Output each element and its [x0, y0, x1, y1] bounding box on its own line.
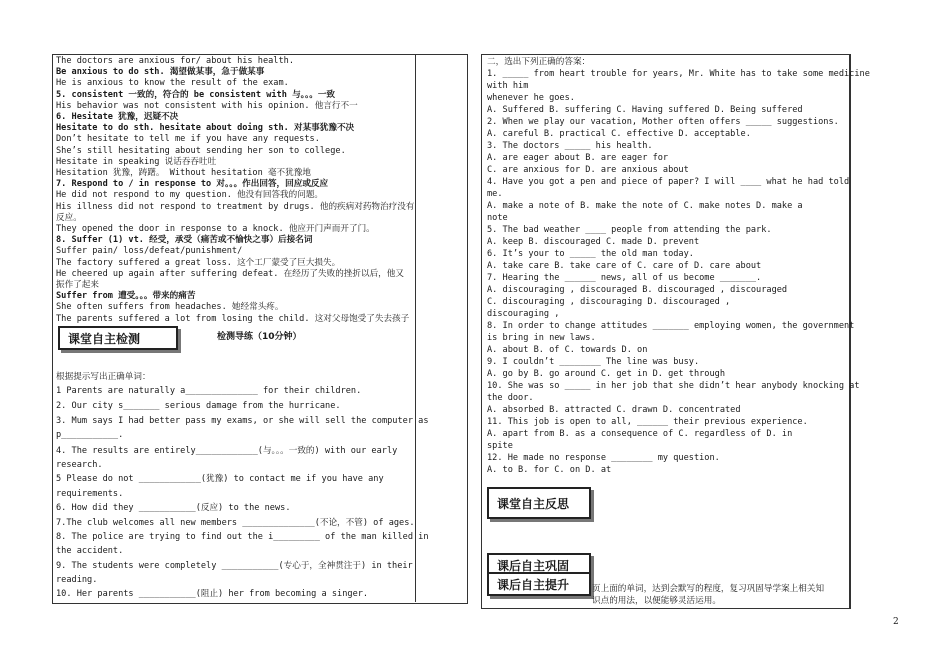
- exercise-line: 5 Please do not ____________(犹豫) to contact me if you have any: [56, 474, 384, 484]
- exercise-line: 8. The police are trying to find out the i_________ of the man killed in: [56, 532, 429, 542]
- question-line: 3. The doctors _____ his health.: [487, 141, 653, 151]
- question-line: note: [487, 213, 508, 223]
- question-line: A. make a note of B. make the note of C. make notes D. make a: [487, 201, 803, 211]
- note-line: 5. consistent 一致的，符合的 be consistent with 与。。。一致: [56, 89, 336, 100]
- note-line: They opened the door in response to a knock. 他应开门声而开了门。: [56, 224, 375, 234]
- note-line: She’s still hesitating about sending her son to college.: [56, 145, 346, 156]
- question-line: A. discouraging , discouraged B. discouraged , discouraged: [487, 285, 788, 295]
- note-line: She often suffers from headaches. 她经常头疼。: [56, 302, 284, 313]
- note-line: Hesitation 犹豫，踌躇。 Without hesitation 毫不犹豫地: [56, 168, 311, 178]
- left-banner-label: 课堂自主检测: [68, 331, 141, 346]
- exercise-line: 9. The students were completely ___________(专心于，全神贯注于) in their: [56, 561, 413, 571]
- question-line: spite: [487, 441, 513, 451]
- question-line: 12. He made no response ________ my question.: [487, 453, 720, 463]
- note-line: Suffer from 遭受。。。带来的痛苦: [56, 291, 196, 302]
- note-line: He cheered up again after suffering defeat. 在经历了失败的挫折以后，他又: [56, 268, 404, 279]
- note-line: Don’t hesitate to tell me if you have any requests.: [56, 134, 320, 145]
- note-line: 振作了起来: [56, 280, 99, 290]
- question-line: discouraging ,: [487, 309, 560, 319]
- question-line: A. about B. of C. towards D. on: [487, 345, 648, 355]
- exercise-line: the accident.: [56, 546, 124, 556]
- left-guide-title: 检测导练（10分钟）: [217, 332, 302, 342]
- question-line: C. discouraging , discouraging D. discouraged ,: [487, 297, 731, 307]
- question-line: A. to B. for C. on D. at: [487, 465, 612, 475]
- note-line: He did not respond to my question. 他没有回答我的问题。: [56, 190, 324, 201]
- page-number: 2: [893, 617, 899, 627]
- question-line: 1. _____ from heart trouble for years, Mr. White has to take some medicine: [487, 69, 870, 79]
- exercise-line: requirements.: [56, 489, 124, 499]
- question-line: A. absorbed B. attracted C. drawn D. concentrated: [487, 405, 741, 415]
- note-line: Hesitate in speaking 说话吞吞吐吐: [56, 156, 217, 167]
- note-line: He is anxious to know the result of the exam.: [56, 78, 289, 89]
- left-column-divider: [415, 54, 416, 602]
- exercise-line: 7.The club welcomes all new members ______________(不论，不管) of ages.: [56, 518, 415, 528]
- exercise-line: 1 Parents are naturally a______________ for their children.: [56, 386, 362, 396]
- note-line: 6. Hesitate 犹豫，迟疑不决: [56, 112, 179, 122]
- right-banner-2-label: 课后自主巩固: [497, 558, 570, 573]
- question-line: me.: [487, 189, 503, 199]
- exercise-line: 4. The results are entirely____________(与。。。一致的) with our early: [56, 446, 398, 456]
- note-line: His illness did not respond to treatment by drugs. 他的疾病对药物治疗没有: [56, 201, 415, 212]
- note-line: 7. Respond to / in response to 对。。。作出回答，回应或反应: [56, 179, 329, 190]
- question-line: 6. It’s your to _____ the old man today.: [487, 249, 694, 259]
- question-line: with him: [487, 81, 529, 91]
- question-line: A. keep B. discouraged C. made D. prevent: [487, 237, 700, 247]
- question-line: A. go by B. go around C. get in D. get through: [487, 369, 725, 379]
- right-reflection-banner: [487, 487, 591, 519]
- right-banner-3-label: 课后自主提升: [497, 577, 570, 592]
- question-line: 二，选出下列正确的答案：: [487, 57, 591, 67]
- question-line: 7. Hearing the ______ news, all of us become _______.: [487, 273, 762, 283]
- right-footer-line-2: 识点的用法，以便能够灵活运用。: [592, 596, 721, 606]
- exercise-line: p___________.: [56, 430, 124, 440]
- exercise-line: 10. Her parents ___________(阻止) her from becoming a singer.: [56, 589, 369, 599]
- exercise-line: 3. Mum says I had better pass my exams, or she will sell the computer as: [56, 416, 429, 426]
- exercise-line: research.: [56, 460, 103, 470]
- note-line: His behavior was not consistent with his opinion. 他言行不一: [56, 100, 358, 111]
- question-line: A. careful B. practical C. effective D. acceptable.: [487, 129, 751, 139]
- question-line: 8. In order to change attitudes _______ employing women, the government: [487, 321, 855, 331]
- question-line: 11. This job is open to all, ______ their previous experience.: [487, 417, 808, 427]
- question-line: A. take care B. take care of C. care of D. care about: [487, 261, 762, 271]
- left-section-banner: [58, 326, 178, 350]
- note-line: The doctors are anxious for/ about his health.: [56, 56, 294, 66]
- question-line: 9. I couldn’t ________ The line was busy.: [487, 357, 700, 367]
- question-line: 10. She was so _____ in her job that she didn’t hear anybody knocking at: [487, 381, 860, 391]
- note-line: Hesitate to do sth. hesitate about doing sth. 对某事犹豫不决: [56, 123, 355, 134]
- note-line: Suffer pain/ loss/defeat/punishment/: [56, 246, 243, 257]
- question-line: A. Suffered B. suffering C. Having suffered D. Being suffered: [487, 105, 803, 115]
- note-line: The parents suffered a lot from losing the child. 这对父母饱受了失去孩子: [56, 313, 410, 324]
- question-line: A. apart from B. as a consequence of C. regardless of D. in: [487, 429, 793, 439]
- question-line: 4. Have you got a pen and piece of paper? I will ____ what he had told: [487, 177, 850, 187]
- right-improvement-banner: [487, 572, 591, 596]
- note-line: The factory suffered a great loss. 这个工厂蒙受了巨大损失。: [56, 257, 341, 268]
- question-line: is bring in new laws.: [487, 333, 596, 343]
- note-line: 反应。: [56, 212, 82, 223]
- note-line: 8. Suffer (1) vt. 经受，承受（痛苦或不愉快之事）后接名词: [56, 235, 313, 246]
- exercise-line: 2. Our city s_______ serious damage from the hurricane.: [56, 401, 341, 411]
- exercise-line: 6. How did they ___________(反应) to the news.: [56, 503, 291, 513]
- question-line: A. are eager about B. are eager for: [487, 153, 669, 163]
- question-line: the door.: [487, 393, 534, 403]
- question-line: whenever he goes.: [487, 93, 575, 103]
- left-instruction: 根据提示写出正确单词：: [56, 372, 151, 382]
- right-footer-line-1: 页上面的单词，达到会默写的程度，复习巩固导学案上相关知: [592, 584, 825, 594]
- question-line: C. are anxious for D. are anxious about: [487, 165, 689, 175]
- note-line: Be anxious to do sth. 渴望做某事，急于做某事: [56, 67, 265, 78]
- question-line: 2. When we play our vacation, Mother often offers _____ suggestions.: [487, 117, 839, 127]
- right-banner-1-label: 课堂自主反思: [497, 496, 570, 511]
- question-line: 5. The bad weather ____ people from attending the park.: [487, 225, 772, 235]
- exercise-line: reading.: [56, 575, 98, 585]
